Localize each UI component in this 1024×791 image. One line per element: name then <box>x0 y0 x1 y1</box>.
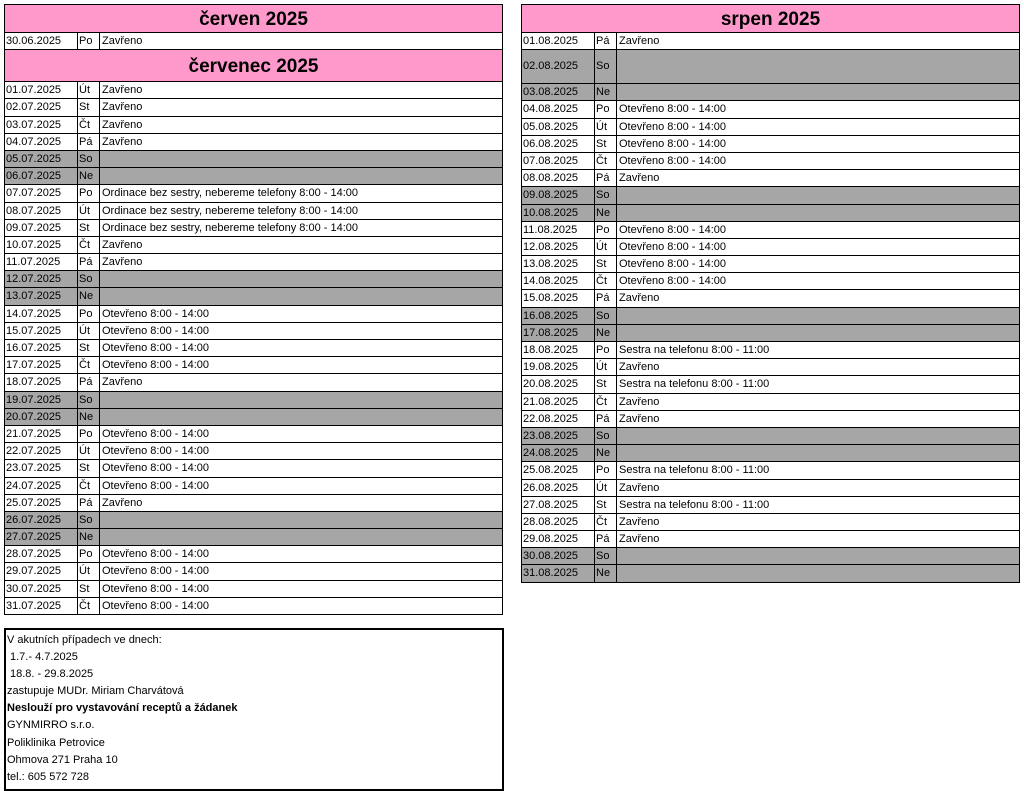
status-cell <box>617 445 1019 461</box>
status-cell: Zavřeno <box>619 533 660 546</box>
table-row <box>5 598 502 615</box>
date-cell: 20.07.2025 <box>5 409 78 425</box>
day-cell: St <box>595 256 617 272</box>
status-cell <box>100 151 502 167</box>
status-cell <box>617 84 1019 100</box>
status-cell: Ordinace bez sestry, nebereme telefony 8:00 - 14:00 <box>102 204 358 217</box>
status-cell: Zavřeno <box>102 496 143 509</box>
date-cell: 28.08.2025 <box>522 514 595 530</box>
day-cell: So <box>78 271 100 287</box>
table-row <box>522 290 1019 307</box>
table-row <box>522 256 1019 273</box>
status-cell: Zavřeno <box>102 84 143 97</box>
day-cell: Pá <box>595 33 617 49</box>
date-cell: 31.08.2025 <box>522 565 595 581</box>
table-row <box>5 117 502 134</box>
table-row <box>522 548 1019 565</box>
month-header-august: srpen 2025 <box>521 4 1020 33</box>
date-cell: 09.07.2025 <box>5 220 78 236</box>
status-cell: Zavřeno <box>102 118 143 131</box>
table-row <box>5 357 502 374</box>
status-cell: Sestra na telefonu 8:00 - 11:00 <box>619 498 770 511</box>
day-cell: St <box>78 581 100 597</box>
date-cell: 05.08.2025 <box>522 119 595 135</box>
status-cell: Sestra na telefonu 8:00 - 11:00 <box>619 464 770 477</box>
date-cell: 07.07.2025 <box>5 185 78 201</box>
status-cell: Zavřeno <box>102 238 143 251</box>
day-cell: Čt <box>78 237 100 253</box>
note-line: Ohmova 271 Praha 10 <box>7 753 118 766</box>
date-cell: 08.08.2025 <box>522 170 595 186</box>
date-cell: 29.08.2025 <box>522 531 595 547</box>
status-cell <box>617 428 1019 444</box>
status-cell: Otevřeno 8:00 - 14:00 <box>102 427 210 440</box>
table-row <box>522 359 1019 376</box>
date-cell: 30.06.2025 <box>5 33 78 49</box>
date-cell: 01.07.2025 <box>5 82 78 98</box>
day-cell: Pá <box>595 531 617 547</box>
date-cell: 12.08.2025 <box>522 239 595 255</box>
day-cell: Po <box>78 33 100 49</box>
status-cell: Otevřeno 8:00 - 14:00 <box>102 479 210 492</box>
table-row <box>5 443 502 460</box>
table-row <box>5 82 502 99</box>
table-row <box>5 409 502 426</box>
day-cell: Čt <box>595 394 617 410</box>
table-row <box>5 529 502 546</box>
table-row <box>522 376 1019 393</box>
day-cell: Po <box>595 222 617 238</box>
date-cell: 24.08.2025 <box>522 445 595 461</box>
table-row <box>522 497 1019 514</box>
date-cell: 26.07.2025 <box>5 512 78 528</box>
status-cell <box>617 308 1019 324</box>
day-cell: St <box>78 99 100 115</box>
note-line: V akutních případech ve dnech: <box>7 634 162 646</box>
table-row <box>5 374 502 391</box>
date-cell: 22.08.2025 <box>522 411 595 427</box>
table-row <box>522 565 1019 582</box>
date-cell: 15.08.2025 <box>522 290 595 306</box>
status-cell: Otevřeno 8:00 - 14:00 <box>102 462 210 475</box>
day-cell: St <box>78 460 100 476</box>
day-cell: Čt <box>78 598 100 614</box>
table-row <box>5 134 502 151</box>
date-cell: 03.07.2025 <box>5 117 78 133</box>
day-cell: Ne <box>595 205 617 221</box>
table-row <box>5 185 502 202</box>
status-cell: Otevřeno 8:00 - 14:00 <box>619 240 727 253</box>
date-cell: 29.07.2025 <box>5 563 78 579</box>
day-cell: So <box>78 392 100 408</box>
date-cell: 31.07.2025 <box>5 598 78 614</box>
day-cell: Ne <box>78 529 100 545</box>
date-cell: 14.07.2025 <box>5 306 78 322</box>
table-row <box>522 101 1019 118</box>
table-row <box>5 306 502 323</box>
day-cell: St <box>595 497 617 513</box>
table-row <box>5 203 502 220</box>
note-line: tel.: 605 572 728 <box>7 770 89 783</box>
day-cell: Po <box>78 546 100 562</box>
table-row <box>5 151 502 168</box>
status-cell <box>100 271 502 287</box>
status-cell: Otevřeno 8:00 - 14:00 <box>102 599 210 612</box>
date-cell: 11.07.2025 <box>5 254 78 270</box>
status-cell: Otevřeno 8:00 - 14:00 <box>619 223 727 236</box>
table-row <box>522 205 1019 222</box>
status-cell: Zavřeno <box>619 172 660 185</box>
date-cell: 01.08.2025 <box>522 33 595 49</box>
date-cell: 27.07.2025 <box>5 529 78 545</box>
status-cell: Zavřeno <box>619 35 660 47</box>
day-cell: So <box>595 428 617 444</box>
day-cell: Pá <box>78 134 100 150</box>
table-row <box>5 254 502 271</box>
day-cell: St <box>595 376 617 392</box>
table-row <box>522 462 1019 479</box>
date-cell: 06.08.2025 <box>522 136 595 152</box>
day-cell: Út <box>78 443 100 459</box>
date-cell: 04.08.2025 <box>522 101 595 117</box>
table-row <box>5 581 502 598</box>
status-cell: Zavřeno <box>619 515 660 528</box>
day-cell: Út <box>595 359 617 375</box>
day-cell: Po <box>78 185 100 201</box>
note-line: zastupuje MUDr. Miriam Charvátová <box>7 685 184 698</box>
date-cell: 25.08.2025 <box>522 462 595 478</box>
day-cell: Ne <box>595 445 617 461</box>
status-cell: Zavřeno <box>102 35 143 47</box>
day-cell: Út <box>78 203 100 219</box>
info-note-box <box>4 628 504 791</box>
day-cell: So <box>595 50 617 83</box>
table-row <box>5 392 502 409</box>
date-cell: 23.07.2025 <box>5 460 78 476</box>
status-cell: Zavřeno <box>102 376 143 389</box>
status-cell: Otevřeno 8:00 - 14:00 <box>102 582 210 595</box>
date-cell: 24.07.2025 <box>5 478 78 494</box>
table-row <box>5 460 502 477</box>
table-row <box>5 340 502 357</box>
table-row <box>5 33 502 50</box>
status-cell: Otevřeno 8:00 - 14:00 <box>619 120 727 133</box>
date-cell: 23.08.2025 <box>522 428 595 444</box>
right-schedule-column <box>521 4 1020 583</box>
note-line: 18.8. - 29.8.2025 <box>10 668 94 681</box>
date-cell: 19.07.2025 <box>5 392 78 408</box>
day-cell: St <box>78 220 100 236</box>
status-cell: Otevřeno 8:00 - 14:00 <box>102 307 210 320</box>
table-row <box>5 288 502 305</box>
status-cell <box>617 548 1019 564</box>
date-cell: 07.08.2025 <box>522 153 595 169</box>
july-rows <box>4 82 503 615</box>
day-cell: Pá <box>78 495 100 511</box>
status-cell: Otevřeno 8:00 - 14:00 <box>619 137 727 150</box>
day-cell: So <box>78 512 100 528</box>
day-cell: Po <box>595 342 617 358</box>
status-cell: Zavřeno <box>619 361 660 374</box>
status-cell <box>100 392 502 408</box>
table-row <box>522 222 1019 239</box>
status-cell: Otevřeno 8:00 - 14:00 <box>102 324 210 337</box>
day-cell: Ne <box>595 325 617 341</box>
table-row <box>522 50 1019 84</box>
day-cell: So <box>595 308 617 324</box>
table-row <box>5 495 502 512</box>
day-cell: St <box>595 136 617 152</box>
status-cell <box>617 187 1019 203</box>
date-cell: 02.07.2025 <box>5 99 78 115</box>
date-cell: 09.08.2025 <box>522 187 595 203</box>
table-row <box>522 136 1019 153</box>
status-cell: Sestra na telefonu 8:00 - 11:00 <box>619 378 770 391</box>
status-cell: Sestra na telefonu 8:00 - 11:00 <box>619 344 770 356</box>
date-cell: 25.07.2025 <box>5 495 78 511</box>
status-cell <box>100 168 502 184</box>
date-cell: 16.08.2025 <box>522 308 595 324</box>
date-cell: 17.08.2025 <box>522 325 595 341</box>
table-row <box>5 546 502 563</box>
table-row <box>5 220 502 237</box>
table-row <box>5 237 502 254</box>
day-cell: So <box>595 187 617 203</box>
status-cell: Ordinace bez sestry, nebereme telefony 8:00 - 14:00 <box>102 221 358 234</box>
date-cell: 06.07.2025 <box>5 168 78 184</box>
day-cell: Út <box>78 82 100 98</box>
day-cell: Ne <box>78 288 100 304</box>
table-row <box>522 187 1019 204</box>
status-cell: Zavřeno <box>102 135 143 148</box>
status-cell <box>617 205 1019 221</box>
table-row <box>522 84 1019 101</box>
day-cell: Čt <box>78 117 100 133</box>
status-cell: Zavřeno <box>102 101 143 114</box>
date-cell: 18.08.2025 <box>522 342 595 358</box>
august-rows <box>521 33 1020 583</box>
note-line: GYNMIRRO s.r.o. <box>7 719 95 732</box>
table-row <box>522 33 1019 50</box>
date-cell: 17.07.2025 <box>5 357 78 373</box>
day-cell: Čt <box>595 273 617 289</box>
day-cell: Ne <box>78 409 100 425</box>
day-cell: Čt <box>78 478 100 494</box>
table-row <box>5 512 502 529</box>
date-cell: 16.07.2025 <box>5 340 78 356</box>
status-cell <box>100 529 502 545</box>
date-cell: 20.08.2025 <box>522 376 595 392</box>
month-header-june: červen 2025 <box>4 4 503 33</box>
day-cell: Ne <box>78 168 100 184</box>
status-cell <box>617 565 1019 581</box>
date-cell: 26.08.2025 <box>522 480 595 496</box>
table-row <box>522 325 1019 342</box>
day-cell: Čt <box>595 514 617 530</box>
status-cell: Otevřeno 8:00 - 14:00 <box>102 445 210 458</box>
date-cell: 30.08.2025 <box>522 548 595 564</box>
status-cell: Zavřeno <box>619 412 660 425</box>
table-row <box>522 514 1019 531</box>
table-row <box>5 426 502 443</box>
table-row <box>522 239 1019 256</box>
table-row <box>522 480 1019 497</box>
status-cell: Otevřeno 8:00 - 14:00 <box>102 359 210 372</box>
table-row <box>522 445 1019 462</box>
status-cell <box>100 512 502 528</box>
day-cell: Po <box>78 426 100 442</box>
day-cell: Út <box>78 563 100 579</box>
table-row <box>522 411 1019 428</box>
date-cell: 13.08.2025 <box>522 256 595 272</box>
day-cell: Po <box>78 306 100 322</box>
table-row <box>522 342 1019 359</box>
status-cell: Zavřeno <box>619 481 660 494</box>
date-cell: 21.07.2025 <box>5 426 78 442</box>
day-cell: Út <box>595 480 617 496</box>
day-cell: Ne <box>595 84 617 100</box>
status-cell: Otevřeno 8:00 - 14:00 <box>619 154 727 167</box>
june-rows <box>4 33 503 50</box>
day-cell: Pá <box>78 374 100 390</box>
day-cell: Ne <box>595 565 617 581</box>
table-row <box>5 168 502 185</box>
date-cell: 28.07.2025 <box>5 546 78 562</box>
date-cell: 27.08.2025 <box>522 497 595 513</box>
table-row <box>522 119 1019 136</box>
date-cell: 02.08.2025 <box>522 50 595 83</box>
note-line: Poliklinika Petrovice <box>7 736 105 749</box>
day-cell: So <box>78 151 100 167</box>
date-cell: 19.08.2025 <box>522 359 595 375</box>
date-cell: 30.07.2025 <box>5 581 78 597</box>
day-cell: Pá <box>595 411 617 427</box>
date-cell: 22.07.2025 <box>5 443 78 459</box>
day-cell: Út <box>595 239 617 255</box>
table-row <box>522 273 1019 290</box>
day-cell: Pá <box>78 254 100 270</box>
status-cell: Zavřeno <box>619 395 660 408</box>
day-cell: St <box>78 340 100 356</box>
date-cell: 14.08.2025 <box>522 273 595 289</box>
table-row <box>5 563 502 580</box>
table-row <box>522 308 1019 325</box>
date-cell: 05.07.2025 <box>5 151 78 167</box>
status-cell <box>100 409 502 425</box>
date-cell: 12.07.2025 <box>5 271 78 287</box>
table-row <box>5 99 502 116</box>
status-cell: Otevřeno 8:00 - 14:00 <box>102 565 210 578</box>
date-cell: 15.07.2025 <box>5 323 78 339</box>
day-cell: Út <box>595 119 617 135</box>
status-cell: Ordinace bez sestry, nebereme telefony 8:00 - 14:00 <box>102 187 358 200</box>
day-cell: Čt <box>78 357 100 373</box>
date-cell: 11.08.2025 <box>522 222 595 238</box>
day-cell: Pá <box>595 170 617 186</box>
day-cell: Po <box>595 101 617 117</box>
day-cell: Čt <box>595 153 617 169</box>
status-cell: Otevřeno 8:00 - 14:00 <box>619 258 727 271</box>
day-cell: Po <box>595 462 617 478</box>
date-cell: 04.07.2025 <box>5 134 78 150</box>
date-cell: 13.07.2025 <box>5 288 78 304</box>
date-cell: 10.07.2025 <box>5 237 78 253</box>
table-row <box>5 271 502 288</box>
date-cell: 21.08.2025 <box>522 394 595 410</box>
status-cell: Zavřeno <box>102 256 143 269</box>
table-row <box>522 153 1019 170</box>
note-line: 1.7.- 4.7.2025 <box>10 651 78 664</box>
status-cell: Otevřeno 8:00 - 14:00 <box>619 275 727 288</box>
table-row <box>5 478 502 495</box>
date-cell: 10.08.2025 <box>522 205 595 221</box>
date-cell: 03.08.2025 <box>522 84 595 100</box>
status-cell <box>100 288 502 304</box>
table-row <box>522 531 1019 548</box>
table-row <box>522 394 1019 411</box>
month-header-july: červenec 2025 <box>4 49 503 82</box>
status-cell: Otevřeno 8:00 - 14:00 <box>619 103 727 116</box>
status-cell: Otevřeno 8:00 - 14:00 <box>102 342 210 354</box>
day-cell: Pá <box>595 290 617 306</box>
note-line-bold: Neslouží pro vystavování receptů a žádanek <box>7 702 238 715</box>
table-row <box>522 170 1019 187</box>
status-cell: Otevřeno 8:00 - 14:00 <box>102 548 210 561</box>
table-row <box>522 428 1019 445</box>
table-row <box>5 323 502 340</box>
date-cell: 08.07.2025 <box>5 203 78 219</box>
status-cell <box>617 325 1019 341</box>
status-cell <box>617 50 1019 83</box>
left-schedule-column <box>4 4 503 615</box>
day-cell: So <box>595 548 617 564</box>
status-cell: Zavřeno <box>619 292 660 305</box>
day-cell: Út <box>78 323 100 339</box>
date-cell: 18.07.2025 <box>5 374 78 390</box>
